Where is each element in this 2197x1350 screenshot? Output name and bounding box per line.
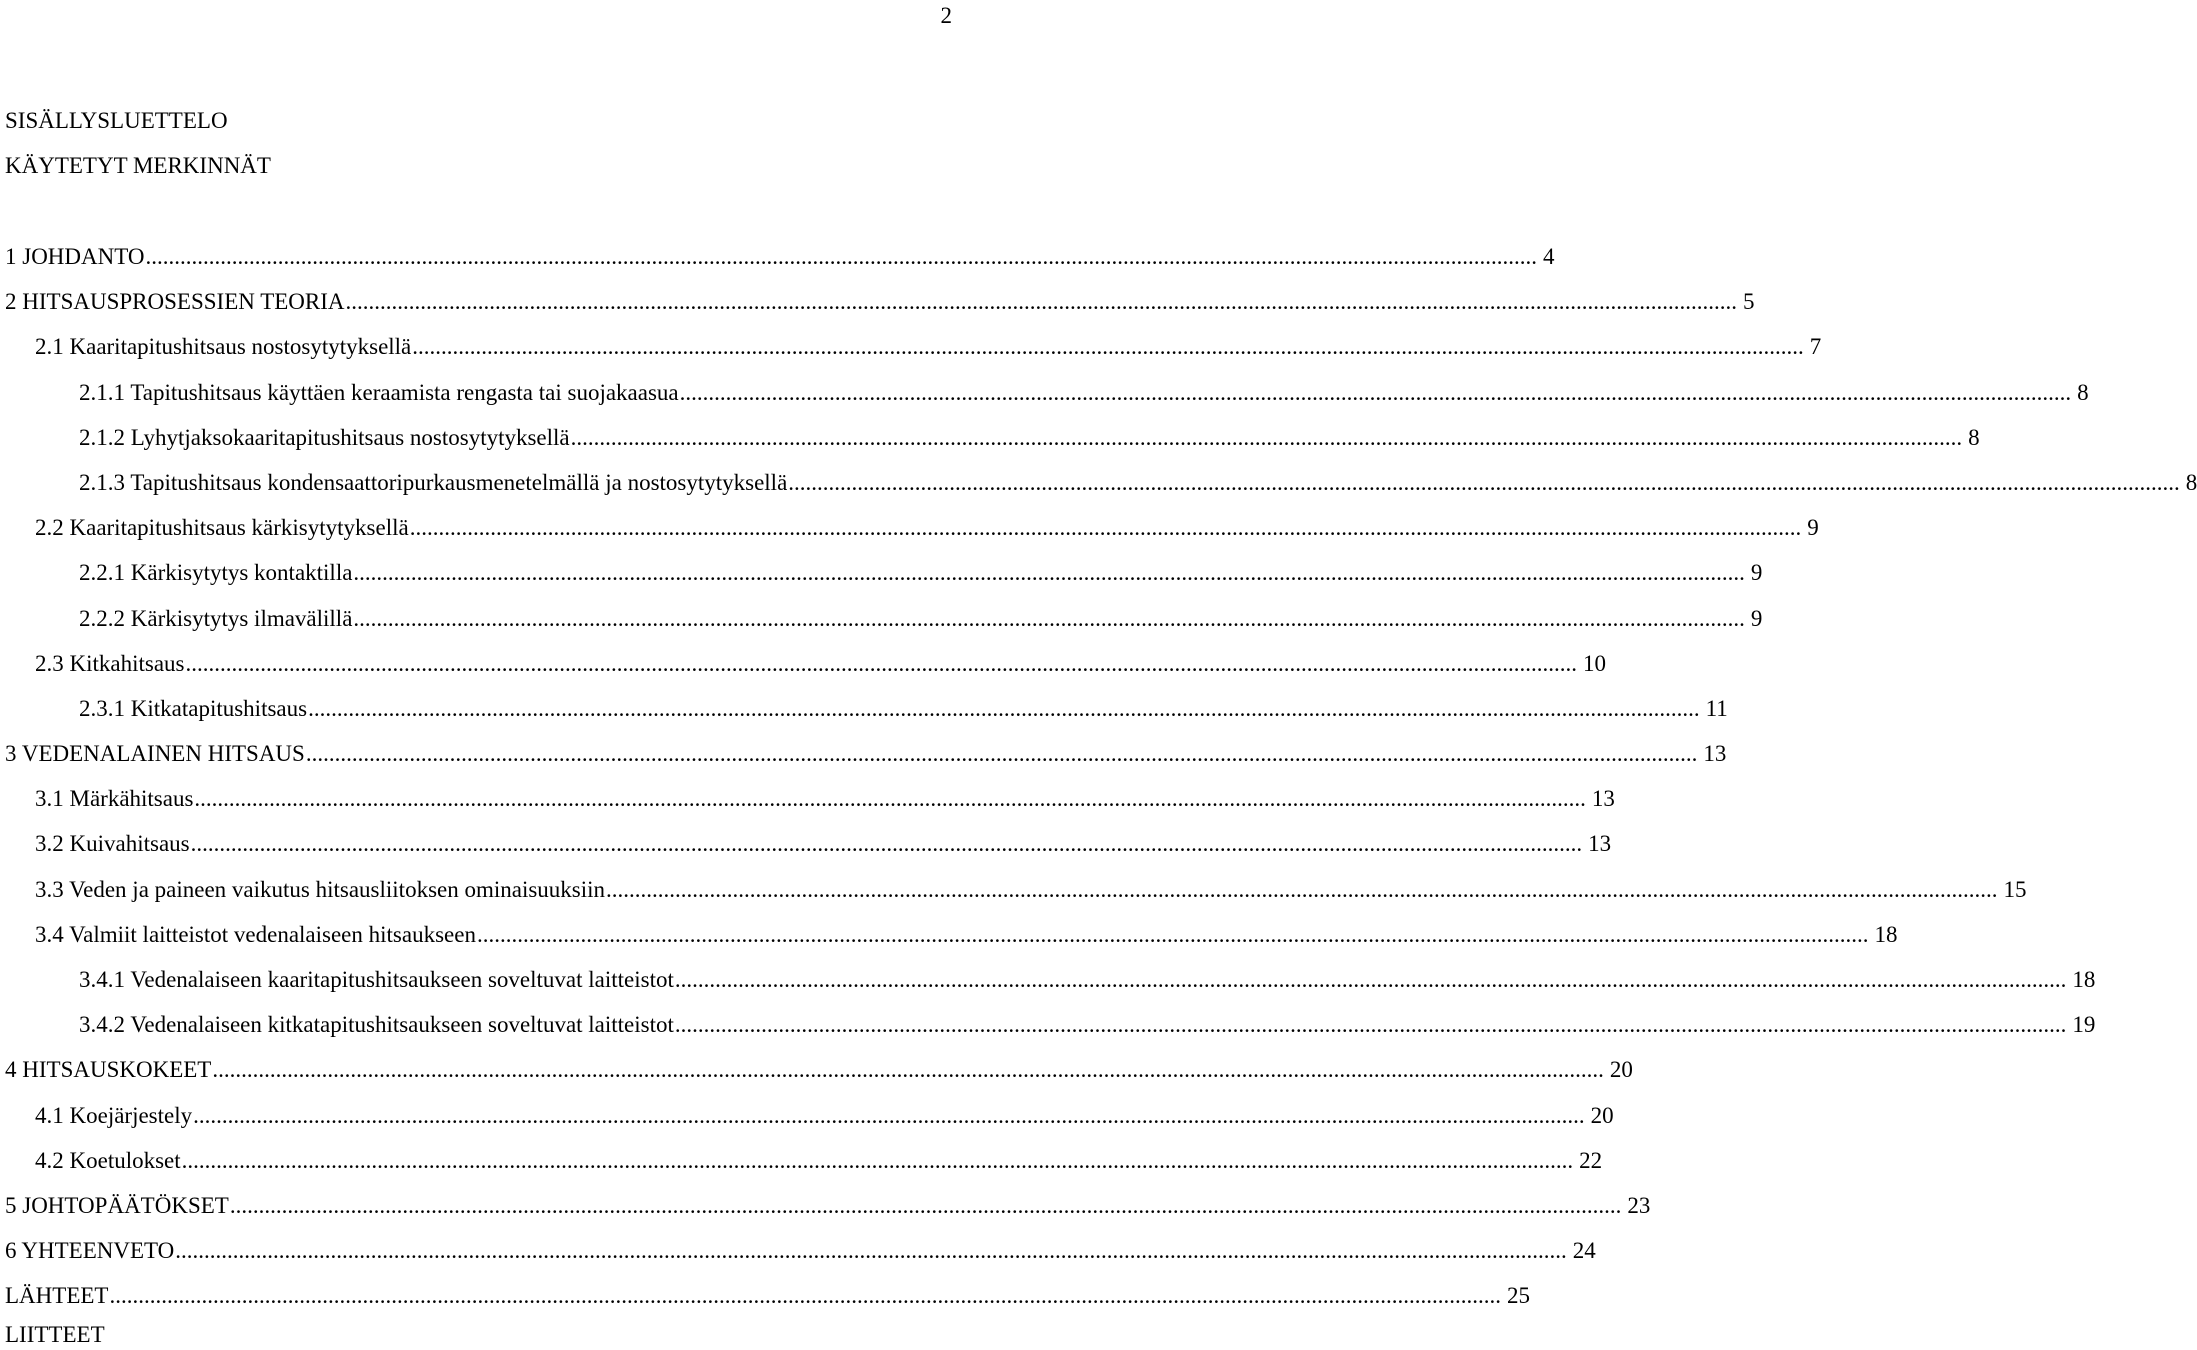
page-number: 2 (940, 3, 952, 28)
appendices-heading: LIITTEET (5, 1322, 105, 1347)
toc-entry-page: 5 (1743, 289, 1755, 315)
toc-entry-title: 4 HITSAUSKOKEET (5, 1057, 212, 1083)
toc-entry-page: 15 (2003, 876, 2027, 902)
toc-entry-page: 13 (1588, 831, 1612, 857)
toc-entry-title: 5 JOHTOPÄÄTÖKSET (5, 1192, 229, 1218)
toc-entry-page: 8 (1968, 424, 1980, 450)
dot-leader (788, 468, 2180, 498)
toc-entry-title: 4.2 Koetulokset (35, 1147, 181, 1173)
toc-entry-title: 1 JOHDANTO (5, 244, 145, 269)
toc-entry-page: 9 (1750, 605, 1763, 631)
toc-entry[interactable] (0, 918, 1898, 963)
dot-leader (680, 378, 2072, 408)
dot-leader (230, 1191, 1622, 1221)
toc-entry-page: 13 (1591, 786, 1615, 812)
toc-entry[interactable] (0, 1008, 2096, 1053)
toc-entry-page: 18 (1874, 921, 1898, 947)
dot-leader (306, 739, 1698, 769)
dot-leader (212, 1055, 1604, 1085)
toc-entry[interactable] (0, 827, 1612, 872)
toc-entry[interactable] (0, 782, 1615, 827)
toc-entry-title: 3 VEDENALAINEN HITSAUS (5, 741, 305, 767)
dot-leader (109, 1281, 1501, 1311)
toc-entry[interactable] (0, 511, 1819, 556)
toc-entry[interactable] (0, 647, 1606, 692)
dot-leader (353, 604, 1745, 634)
toc-entry[interactable] (0, 466, 2197, 511)
dot-leader (477, 920, 1869, 950)
toc-entry-page: 9 (1807, 515, 1819, 541)
dot-leader (308, 694, 1700, 724)
toc-entry[interactable] (0, 285, 1755, 330)
dot-leader (675, 1010, 2067, 1040)
toc-entry-page: 20 (1590, 1102, 1614, 1128)
toc-entry[interactable] (0, 692, 1728, 737)
toc-entry[interactable] (0, 240, 1555, 285)
toc-entry[interactable] (0, 376, 2089, 421)
toc-entry[interactable] (0, 1144, 1603, 1189)
dot-leader (191, 829, 1583, 859)
toc-entry-title: 3.4.1 Vedenalaiseen kaaritapitushitsaukseen soveltuvat laitteistot (79, 967, 674, 992)
toc-entry-title: 2.3 Kitkahitsaus (35, 650, 185, 676)
toc-entry-title: 2.2.1 Kärkisytytys kontaktilla (79, 560, 353, 586)
dot-leader (346, 287, 1738, 317)
toc-entry-page: 7 (1809, 334, 1822, 360)
toc-entry-title: 2.3.1 Kitkatapitushitsaus (79, 695, 308, 721)
toc-entry[interactable] (0, 602, 1763, 647)
toc-entry-title: LÄHTEET (5, 1283, 109, 1309)
dot-leader (675, 965, 2067, 995)
toc-entry-page: 25 (1506, 1283, 1530, 1309)
dot-leader (571, 423, 1963, 453)
toc-entry-title: 6 YHTEENVETO (5, 1238, 175, 1264)
symbols-heading: KÄYTETYT MERKINNÄT (5, 153, 271, 178)
toc-entry-page: 10 (1583, 650, 1606, 676)
dot-leader (410, 513, 1802, 543)
toc-entry-page: 4 (1543, 244, 1555, 269)
toc-entry[interactable] (0, 1234, 1596, 1279)
toc-entry-page: 22 (1579, 1147, 1603, 1173)
toc-entry-title: 2 HITSAUSPROSESSIEN TEORIA (5, 289, 345, 315)
dot-leader (186, 649, 1578, 679)
toc-entry[interactable] (0, 1053, 1633, 1098)
toc-entry-title: 3.1 Märkähitsaus (35, 786, 194, 812)
toc-entry-title: 2.2.2 Kärkisytytys ilmavälillä (79, 605, 353, 631)
toc-entry-page: 8 (2077, 379, 2089, 405)
toc-entry-title: 2.1.3 Tapitushitsaus kondensaattoripurkausmenetelmällä ja nostosytytyksellä (79, 469, 788, 495)
toc-entry[interactable] (0, 1099, 1614, 1144)
dot-leader (182, 1146, 1574, 1176)
toc-entry[interactable] (0, 330, 1822, 375)
toc-entry[interactable] (0, 421, 1980, 466)
toc-entry-page: 24 (1572, 1238, 1596, 1264)
toc-entry-title: 2.1.1 Tapitushitsaus käyttäen keraamista rengasta tai suojakaasua (79, 379, 679, 405)
toc-entry-page: 13 (1703, 741, 1727, 767)
toc-entry-page: 8 (2185, 469, 2197, 495)
dot-leader (193, 1101, 1585, 1131)
dot-leader (175, 1236, 1567, 1266)
dot-leader (606, 875, 1998, 905)
toc-entry-title: 2.1 Kaaritapitushitsaus nostosytytyksellä (35, 334, 412, 360)
toc-entry-title: 3.4 Valmiit laitteistot vedenalaiseen hitsaukseen (35, 921, 476, 947)
toc-entry[interactable] (0, 737, 1727, 782)
toc-entry-title: 3.4.2 Vedenalaiseen kitkatapitushitsaukseen soveltuvat laitteistot (79, 1012, 674, 1038)
toc-entry-title: 4.1 Koejärjestely (35, 1102, 193, 1128)
toc-entry-page: 9 (1750, 560, 1763, 586)
contents-heading: SISÄLLYSLUETTELO (5, 108, 228, 133)
toc-entry[interactable] (0, 556, 1763, 601)
toc-entry-page: 19 (2072, 1012, 2096, 1038)
dot-leader (194, 784, 1586, 814)
toc-entry-page: 23 (1627, 1192, 1651, 1218)
toc-entry-title: 3.2 Kuivahitsaus (35, 831, 190, 857)
dot-leader (146, 242, 1538, 272)
toc-entry[interactable] (0, 873, 2027, 918)
toc-entry-page: 11 (1705, 695, 1728, 721)
toc-entry-title: 3.3 Veden ja paineen vaikutus hitsausliitoksen ominaisuuksiin (35, 876, 606, 902)
toc-entry-page: 18 (2072, 967, 2096, 992)
toc-entry-title: 2.1.2 Lyhytjaksokaaritapitushitsaus nostosytytyksellä (79, 424, 570, 450)
toc-entry-title: 2.2 Kaaritapitushitsaus kärkisytytyksellä (35, 515, 409, 541)
table-of-contents (0, 240, 2197, 1325)
dot-leader (412, 332, 1804, 362)
toc-entry[interactable] (0, 1189, 1651, 1234)
dot-leader (353, 558, 1745, 588)
toc-entry[interactable] (0, 963, 2096, 1008)
toc-entry[interactable] (0, 1279, 1530, 1324)
toc-entry-page: 20 (1609, 1057, 1633, 1083)
